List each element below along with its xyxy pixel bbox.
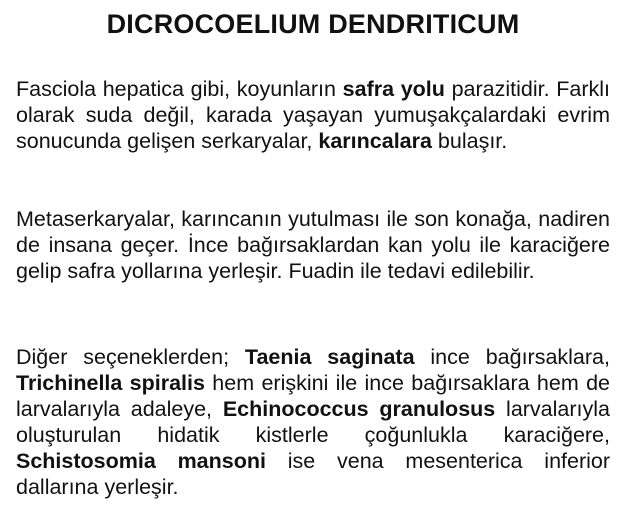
paragraph-3-text-5: ise vena mesenterica inferior dallarına yerleşir. [16, 449, 611, 499]
paragraph-3 [16, 344, 610, 500]
paragraph-3-bold-4: Schistosomia mansoni [16, 449, 266, 473]
paragraph-1-bold-1: safra yolu [342, 77, 445, 101]
paragraph-1-bold-2: karıncalara [318, 129, 432, 153]
page-title: DICROCOELIUM DENDRITICUM [106, 9, 520, 39]
paragraph-2: Metaserkaryalar, karıncanın yutulması ile son konağa, nadiren de insana geçer. İnce bağırsaklardan kan yolu ile karaciğere gelip safra yollarına yerleşir. Fuadin ile tedavi edilebilir. [16, 207, 610, 283]
paragraph-1 [16, 76, 610, 154]
paragraph-3-bold-1: Taenia saginata [244, 345, 415, 369]
paragraph-3-bold-2: Trichinella spiralis [16, 371, 205, 395]
paragraph-3-text-1: Diğer seçeneklerden; [16, 345, 245, 369]
document-page [16, 0, 611, 499]
paragraph-1-text-3: bulaşır. [431, 129, 508, 153]
paragraph-1-text-1: Fasciola hepatica gibi, koyunların [16, 77, 343, 101]
paragraph-3-text-3: hem erişkini ile ince bağırsaklara hem de larvalarıyla adaleye, [16, 371, 610, 421]
paragraph-3-text-2: ince bağırsaklara, [414, 345, 610, 369]
paragraph-3-bold-3: Echinococcus granulosus [222, 397, 496, 421]
paragraph-1-text-2: parazitidir. Farklı olarak suda değil, karada yaşayan yumuşakçalardaki evrim sonucunda gelişen serkaryalar, [16, 77, 610, 153]
paragraph-3-text-4: larvalarıyla oluşturulan hidatik kistlerle çoğunlukla karaciğere, [16, 397, 610, 447]
